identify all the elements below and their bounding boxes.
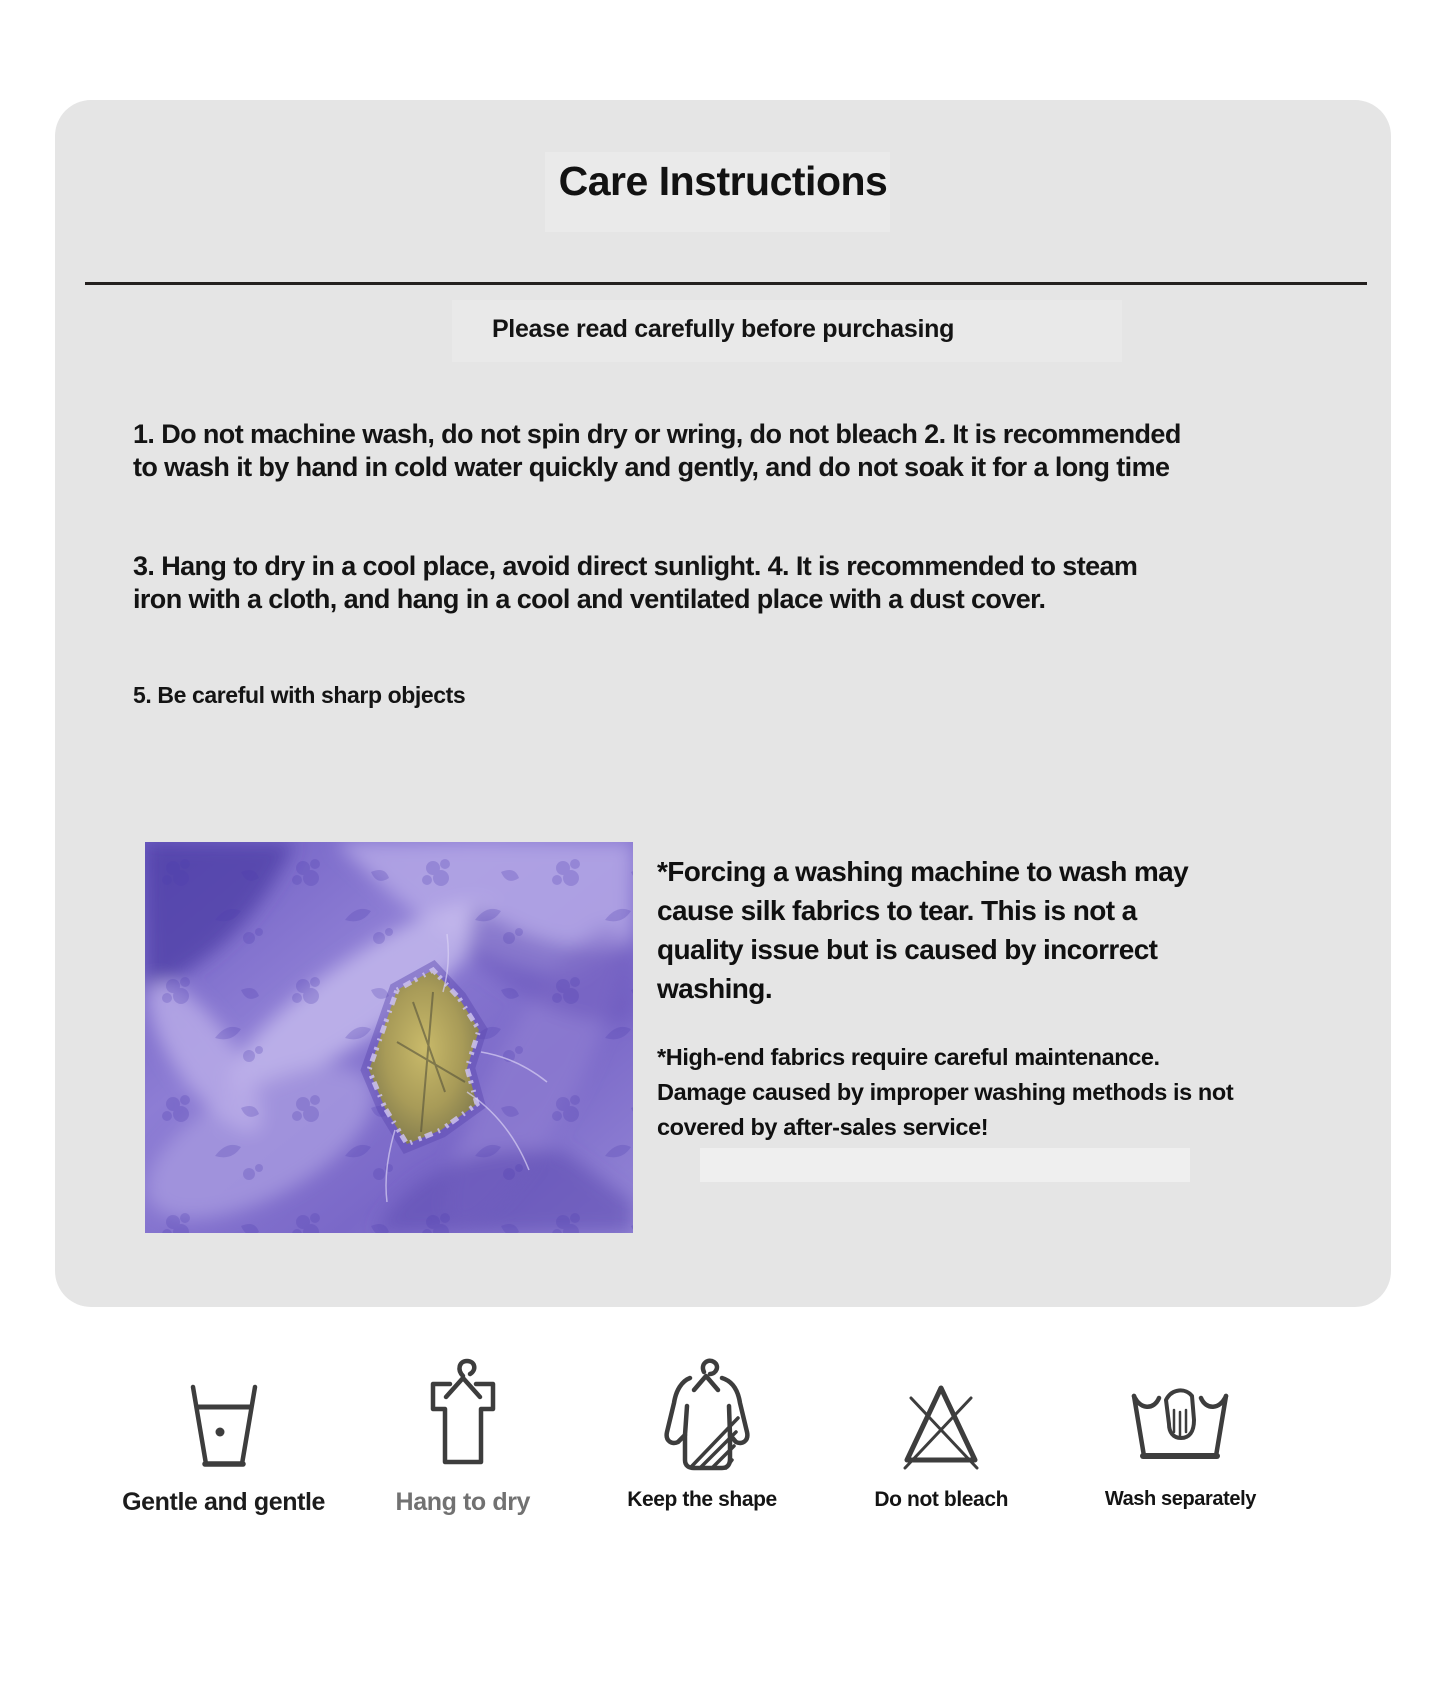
care-steps-3-4: 3. Hang to dry in a cool place, avoid direct sunlight. 4. It is recommended to steam iron with a cloth, and hang in a cool and ventilated place with a dust cover. xyxy=(133,551,1138,614)
care-icon-keep-shape xyxy=(582,1352,821,1527)
icon-label-no-bleach: Do not bleach xyxy=(874,1488,1009,1511)
icon-label-gentle-wash: Gentle and gentle xyxy=(122,1488,326,1516)
icon-label-wash-separately: Wash separately xyxy=(1104,1488,1256,1510)
watermark-ghost xyxy=(700,1148,1190,1182)
warning-primary: *Forcing a washing machine to wash may cause silk fabrics to tear. This is not a quality issue but is caused by incorrect washing. xyxy=(657,856,1189,1004)
title-divider xyxy=(85,282,1367,285)
no-bleach-icon xyxy=(889,1352,993,1474)
keep-shape-icon xyxy=(650,1352,754,1474)
hang-dry-icon xyxy=(411,1352,515,1474)
care-icon-gentle-wash xyxy=(104,1352,343,1527)
subtitle: Please read carefully before purchasing xyxy=(491,315,955,343)
icon-label-hang-dry: Hang to dry xyxy=(395,1488,531,1516)
torn-fabric-photo xyxy=(145,842,633,1233)
warning-secondary: *High-end fabrics require careful maintenance. Damage caused by improper washing methods is not covered by after-sales service! xyxy=(657,1044,1234,1140)
icon-label-keep-shape: Keep the shape xyxy=(627,1488,777,1511)
care-icon-hang-dry xyxy=(343,1352,582,1527)
care-icons-row xyxy=(104,1352,1300,1527)
care-step-5: 5. Be careful with sharp objects xyxy=(133,682,466,708)
care-panel xyxy=(55,100,1391,1307)
care-icon-wash-separately xyxy=(1061,1352,1300,1527)
wash-separately-icon xyxy=(1122,1352,1238,1474)
page-title: Care Instructions xyxy=(558,158,888,204)
care-icon-no-bleach xyxy=(822,1352,1061,1527)
gentle-wash-icon xyxy=(174,1352,274,1474)
care-steps-1-2: 1. Do not machine wash, do not spin dry or wring, do not bleach 2. It is recommended to wash it by hand in cold water quickly and gently, and do not soak it for a long time xyxy=(133,419,1181,482)
fabric-illustration xyxy=(145,842,633,1233)
